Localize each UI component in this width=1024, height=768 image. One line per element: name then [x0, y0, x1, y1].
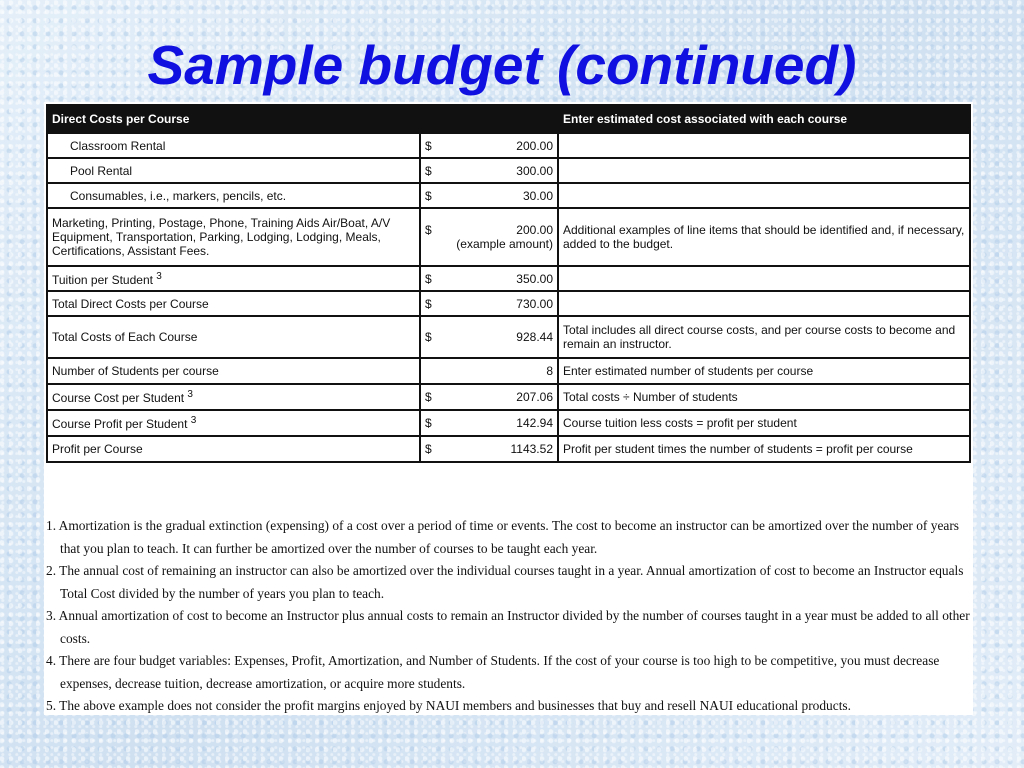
- row-amount: [420, 158, 558, 183]
- row-amount: [420, 384, 558, 410]
- row-label: Consumables, i.e., markers, pencils, etc.: [47, 183, 420, 208]
- amount-note: (example amount): [456, 237, 553, 251]
- currency-symbol: $: [425, 188, 432, 203]
- currency-symbol: $: [425, 223, 432, 237]
- table-row: [47, 436, 970, 462]
- row-amount: [420, 291, 558, 316]
- table-row: [47, 410, 970, 436]
- row-note: Additional examples of line items that should be identified and, if necessary, added to the budget.: [558, 208, 970, 266]
- row-amount: [420, 133, 558, 158]
- table-row: [47, 208, 970, 266]
- budget-table: [46, 104, 971, 463]
- row-amount: [420, 183, 558, 208]
- footnote-ref: 3: [156, 270, 162, 282]
- table-row: [47, 158, 970, 183]
- row-label: Classroom Rental: [47, 133, 420, 158]
- row-amount: [420, 436, 558, 462]
- row-amount: [420, 410, 558, 436]
- amount-value: 142.94: [516, 416, 553, 430]
- row-amount: [420, 266, 558, 291]
- amount-value: 350.00: [516, 271, 553, 286]
- row-label: Pool Rental: [47, 158, 420, 183]
- slide-title: Sample budget (continued): [147, 34, 857, 96]
- table-row: [47, 384, 970, 410]
- amount-value: 730.00: [516, 296, 553, 311]
- budget-document: [44, 102, 973, 715]
- amount-value: 1143.52: [510, 442, 553, 456]
- row-note: [558, 291, 970, 316]
- currency-symbol: $: [425, 163, 432, 178]
- row-amount: [420, 316, 558, 358]
- footnote: 1. Amortization is the gradual extinction (expensing) of a cost over a period of time or events. The cost to become an instructor can be amortized over the number of years that you plan to teach. It can further be amortized over the number of courses to be taught each year.: [46, 518, 959, 556]
- table-row: [47, 358, 970, 384]
- row-label: Total Costs of Each Course: [47, 316, 420, 358]
- amount-value: 928.44: [516, 330, 553, 344]
- amount-value: 30.00: [522, 188, 553, 203]
- amount-value: 200.00: [516, 138, 553, 153]
- currency-symbol: $: [425, 330, 432, 344]
- row-label: Total Direct Costs per Course: [47, 291, 420, 316]
- row-label-text: Course Cost per Student: [52, 391, 185, 405]
- row-note: Enter estimated number of students per course: [558, 358, 970, 384]
- table-header-row: [47, 105, 970, 133]
- row-note: [558, 183, 970, 208]
- amount-value: 200.00: [516, 223, 553, 237]
- footnote-ref: 3: [187, 389, 193, 400]
- currency-symbol: $: [425, 442, 432, 456]
- row-label: Number of Students per course: [47, 358, 420, 384]
- row-note: Course tuition less costs = profit per student: [558, 410, 970, 436]
- row-note: [558, 158, 970, 183]
- amount-value: 300.00: [516, 163, 553, 178]
- row-note: [558, 133, 970, 158]
- table-row: [47, 266, 970, 291]
- amount-value: 8: [546, 364, 553, 378]
- header-direct-costs: Direct Costs per Course: [47, 105, 420, 133]
- amount-value: 207.06: [516, 390, 553, 404]
- table-row: [47, 133, 970, 158]
- row-amount: [420, 208, 558, 266]
- row-amount: [420, 358, 558, 384]
- row-label: [47, 410, 420, 436]
- row-note: [558, 266, 970, 291]
- currency-symbol: $: [425, 416, 432, 430]
- footnote: 3. Annual amortization of cost to become an Instructor plus annual costs to remain an Instructor divided by the number of courses taught in a year must be added to all other costs.: [46, 608, 970, 646]
- table-row: [47, 183, 970, 208]
- header-amount: [420, 105, 558, 133]
- row-note: Total costs ÷ Number of students: [558, 384, 970, 410]
- row-label: [47, 384, 420, 410]
- footnote-ref: 3: [190, 415, 197, 426]
- row-note: Profit per student times the number of students = profit per course: [558, 436, 970, 462]
- footnote: 4. There are four budget variables: Expenses, Profit, Amortization, and Number of Students. If the cost of your course is too high to be competitive, you must decrease expenses, decrease tuition, decrease amortization, or acquire more students.: [46, 653, 940, 691]
- footnote: 2. The annual cost of remaining an instructor can also be amortized over the individual courses taught in a year. Annual amortization of cost to become an Instructor equals Total Cost divided by the number of years you plan to teach.: [46, 563, 964, 601]
- row-label: Profit per Course: [47, 436, 420, 462]
- row-note: Total includes all direct course costs, and per course costs to become and remain an instructor.: [558, 316, 970, 358]
- currency-symbol: $: [425, 271, 432, 286]
- currency-symbol: $: [425, 390, 432, 404]
- table-row: [47, 316, 970, 358]
- header-notes: Enter estimated cost associated with each course: [558, 105, 970, 133]
- row-label: [47, 266, 420, 291]
- row-label: Marketing, Printing, Postage, Phone, Training Aids Air/Boat, A/V Equipment, Transportation, Parking, Lodging, Lodging, Meals, Certifications, Assistant Fees.: [47, 208, 420, 266]
- footnote: 5. The above example does not consider the profit margins enjoyed by NAUI members and businesses that buy and resell NAUI educational products.: [46, 698, 851, 713]
- currency-symbol: $: [425, 138, 432, 153]
- table-row: [47, 291, 970, 316]
- footnotes: [46, 515, 971, 718]
- row-label-text: Course Profit per Student: [52, 417, 188, 431]
- row-label-text: Tuition per Student: [52, 272, 153, 287]
- currency-symbol: $: [425, 296, 432, 311]
